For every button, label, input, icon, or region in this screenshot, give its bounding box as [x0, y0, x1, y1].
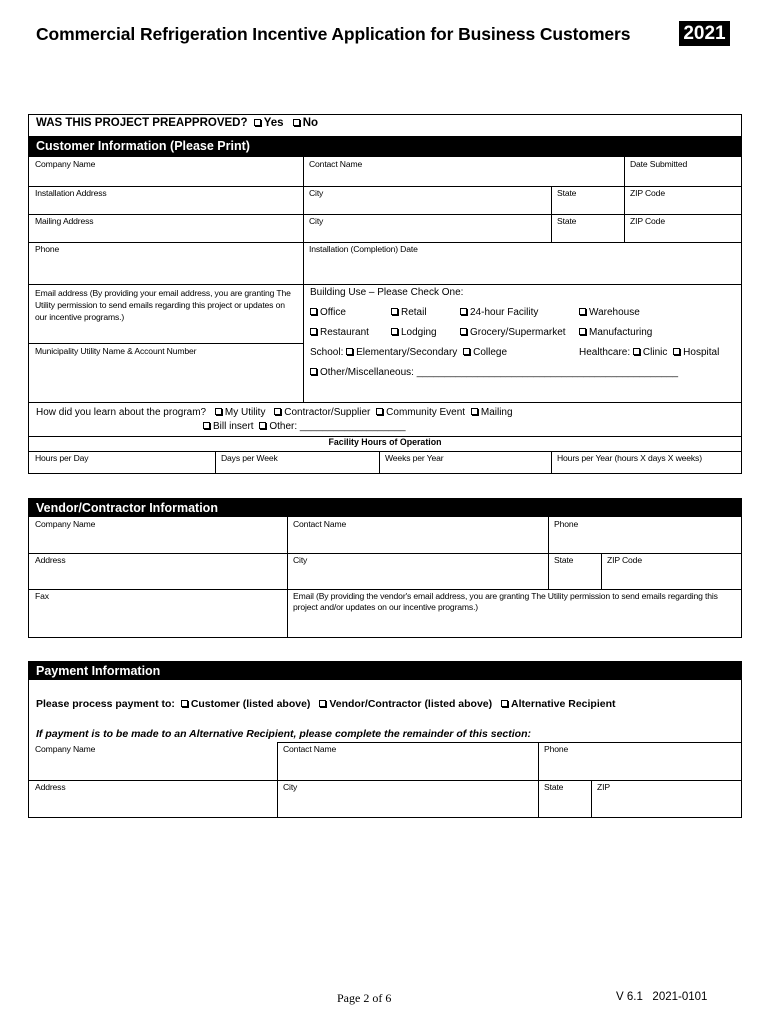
version-code: V 6.1 2021-0101: [616, 991, 708, 1003]
vendor-phone-field[interactable]: Phone: [554, 519, 579, 529]
payment-heading: Payment Information: [29, 662, 741, 680]
alt-phone-field[interactable]: Phone: [544, 744, 569, 754]
college-label: College: [473, 347, 508, 358]
office-checkbox[interactable]: [310, 308, 317, 315]
phone-field[interactable]: Phone: [35, 244, 60, 254]
vendor-company-name-field[interactable]: Company Name: [35, 519, 96, 529]
clinic-checkbox[interactable]: [633, 348, 640, 355]
payment-section: [28, 661, 742, 818]
manufacturing-label: Manufacturing: [589, 327, 653, 338]
healthcare-label: Healthcare:: [579, 347, 631, 358]
alt-city-field[interactable]: City: [283, 782, 298, 792]
preapproval-yes-label: Yes: [263, 117, 284, 129]
pay-alternative-label: Alternative Recipient: [511, 698, 616, 710]
mailing-zip-field[interactable]: ZIP Code: [630, 216, 665, 226]
hospital-checkbox[interactable]: [673, 348, 680, 355]
contact-name-field[interactable]: Contact Name: [309, 159, 363, 169]
installation-zip-field[interactable]: ZIP Code: [630, 188, 665, 198]
mailing-label: Mailing: [480, 407, 513, 418]
24-hour-facility-checkbox[interactable]: [460, 308, 467, 315]
restaurant-checkbox[interactable]: [310, 328, 317, 335]
warehouse-label: Warehouse: [589, 307, 640, 318]
grocery-label: Grocery/Supermarket: [470, 327, 566, 338]
my-utility-checkbox[interactable]: [215, 408, 222, 415]
24-hour-facility-label: 24-hour Facility: [470, 307, 539, 318]
installation-city-field[interactable]: City: [309, 188, 324, 198]
alt-contact-name-field[interactable]: Contact Name: [283, 744, 337, 754]
municipality-account-field[interactable]: Municipality Utility Name & Account Number: [35, 346, 197, 356]
pay-alternative-checkbox[interactable]: [501, 700, 508, 707]
customer-email-field[interactable]: Email address (By providing your email address, you are granting The Utility permission to send emails regarding this project or updates on our incentive programs.): [35, 288, 291, 322]
community-event-label: Community Event: [386, 407, 466, 418]
vendor-city-field[interactable]: City: [293, 555, 308, 565]
vendor-zip-field[interactable]: ZIP Code: [607, 555, 642, 565]
vendor-contact-name-field[interactable]: Contact Name: [293, 519, 347, 529]
restaurant-label: Restaurant: [320, 327, 369, 338]
vendor-section: [28, 498, 742, 638]
pay-vendor-label: Vendor/Contractor (listed above): [329, 698, 493, 710]
community-event-checkbox[interactable]: [376, 408, 383, 415]
warehouse-checkbox[interactable]: [579, 308, 586, 315]
vendor-state-field[interactable]: State: [554, 555, 574, 565]
bill-insert-label: Bill insert: [213, 421, 254, 432]
preapproval-no-checkbox[interactable]: [293, 119, 300, 126]
lodging-checkbox[interactable]: [391, 328, 398, 335]
alt-zip-field[interactable]: ZIP: [597, 782, 610, 792]
other-building-field[interactable]: Other/Miscellaneous: _______________________________________________: [320, 367, 679, 378]
lodging-label: Lodging: [401, 327, 437, 338]
year-badge: 2021: [679, 21, 730, 46]
college-checkbox[interactable]: [463, 348, 470, 355]
mailing-city-field[interactable]: City: [309, 216, 324, 226]
office-label: Office: [320, 307, 346, 318]
alt-state-field[interactable]: State: [544, 782, 564, 792]
mailing-address-field[interactable]: Mailing Address: [35, 216, 94, 226]
vendor-email-field[interactable]: Email (By providing the vendor's email address, you are granting The Utility permission to send emails regarding this project and/or updates on our incentive programs.): [293, 591, 718, 612]
installation-address-field[interactable]: Installation Address: [35, 188, 107, 198]
preapproval-question: WAS THIS PROJECT PREAPPROVED?: [36, 117, 248, 129]
manufacturing-checkbox[interactable]: [579, 328, 586, 335]
payment-process-label: Please process payment to:: [36, 698, 175, 710]
page-number: Page 2 of 6: [337, 991, 392, 1005]
preapproval-row: [36, 117, 318, 129]
vendor-fax-field[interactable]: Fax: [35, 591, 49, 601]
my-utility-label: My Utility: [224, 407, 266, 418]
customer-section: [28, 114, 742, 474]
contractor-label: Contractor/Supplier: [284, 407, 371, 418]
days-per-week-field[interactable]: Days per Week: [221, 453, 278, 463]
other-source-field[interactable]: Other: ___________________: [269, 421, 406, 432]
company-name-field[interactable]: Company Name: [35, 159, 96, 169]
page-title: Commercial Refrigeration Incentive Application for Business Customers: [36, 24, 631, 44]
installation-state-field[interactable]: State: [557, 188, 577, 198]
customer-heading: Customer Information (Please Print): [29, 136, 741, 157]
other-source-checkbox[interactable]: [259, 422, 266, 429]
hours-per-day-field[interactable]: Hours per Day: [35, 453, 89, 463]
contractor-checkbox[interactable]: [274, 408, 281, 415]
elementary-label: Elementary/Secondary: [356, 347, 458, 358]
weeks-per-year-field[interactable]: Weeks per Year: [385, 453, 444, 463]
vendor-address-field[interactable]: Address: [35, 555, 66, 565]
mailing-state-field[interactable]: State: [557, 216, 577, 226]
other-building-checkbox[interactable]: [310, 368, 317, 375]
building-use-label: Building Use – Please Check One:: [310, 287, 464, 298]
preapproval-no-label: No: [302, 117, 319, 129]
vendor-heading: Vendor/Contractor Information: [29, 499, 741, 517]
learn-question: How did you learn about the program?: [36, 407, 207, 418]
preapproval-yes-checkbox[interactable]: [254, 119, 261, 126]
bill-insert-checkbox[interactable]: [203, 422, 210, 429]
hours-heading: Facility Hours of Operation: [328, 437, 442, 447]
alt-address-field[interactable]: Address: [35, 782, 66, 792]
alt-company-name-field[interactable]: Company Name: [35, 744, 96, 754]
retail-checkbox[interactable]: [391, 308, 398, 315]
mailing-checkbox[interactable]: [471, 408, 478, 415]
pay-customer-label: Customer (listed above): [190, 698, 311, 710]
retail-label: Retail: [401, 307, 427, 318]
pay-customer-checkbox[interactable]: [181, 700, 188, 707]
pay-vendor-checkbox[interactable]: [319, 700, 326, 707]
date-submitted-field[interactable]: Date Submitted: [630, 159, 688, 169]
school-label: School:: [310, 347, 344, 358]
elementary-checkbox[interactable]: [346, 348, 353, 355]
installation-date-field[interactable]: Installation (Completion) Date: [309, 244, 418, 254]
alternative-recipient-note: If payment is to be made to an Alternative Recipient, please complete the remainder of this section:: [36, 728, 531, 740]
grocery-checkbox[interactable]: [460, 328, 467, 335]
hospital-label: Hospital: [683, 347, 720, 358]
clinic-label: Clinic: [642, 347, 668, 358]
hours-per-year-field[interactable]: Hours per Year (hours X days X weeks): [557, 453, 702, 463]
